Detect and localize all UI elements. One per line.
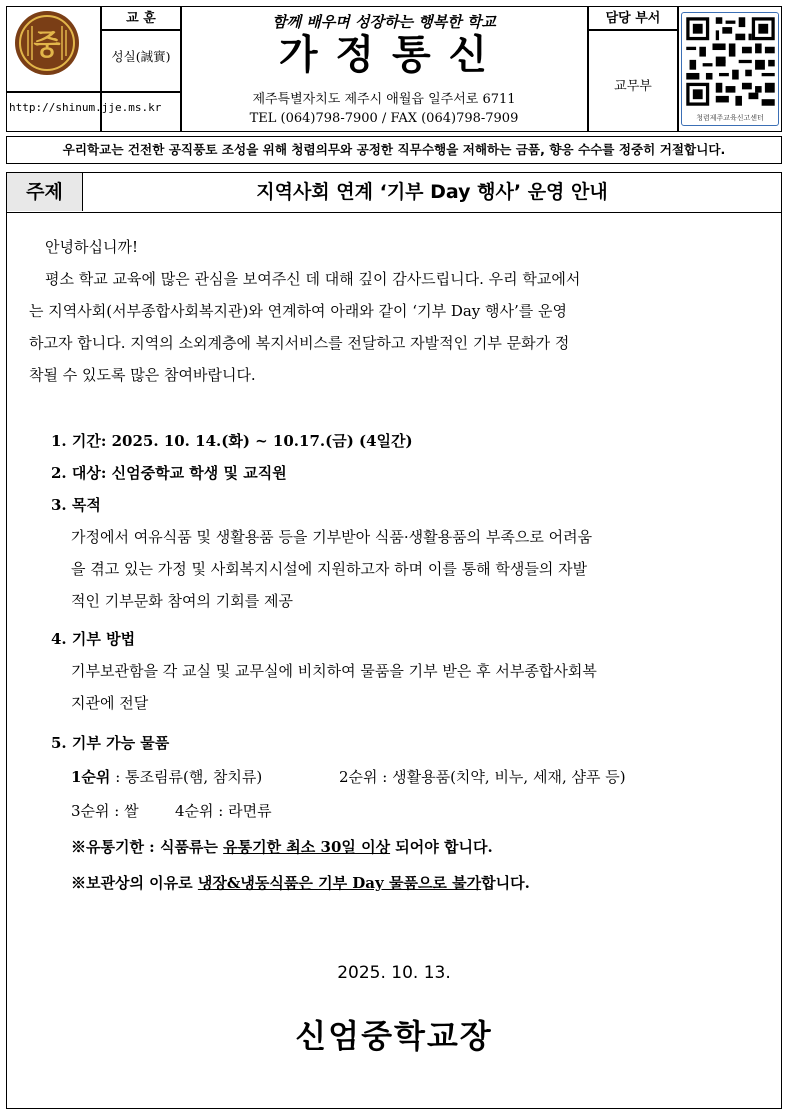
school-address: 제주특별자치도 제주시 애월읍 일주서로 6711 — [252, 92, 516, 107]
motto: 성실(誠實) — [111, 49, 171, 64]
dept-label: 담당 부서 — [605, 11, 661, 26]
subject-row — [7, 173, 781, 213]
expiry-note-emphasis: 유통기한 최소 30일 이상 — [223, 838, 391, 856]
school-logo — [14, 10, 80, 76]
subject-title: 지역사회 연계 ‘기부 Day 행사’ 운영 안내 — [256, 181, 608, 203]
storage-note-tail: 합니다. — [481, 874, 530, 892]
expiry-note-tail: 되어야 합니다. — [390, 838, 493, 856]
qr-caption: 청렴제주교육신고센터 — [696, 114, 764, 122]
expiry-note — [71, 831, 493, 863]
greeting: 안녕하십니까! — [45, 238, 138, 256]
qr-code[interactable] — [681, 12, 779, 126]
rank-1 — [71, 761, 262, 793]
integrity-notice: 우리학교는 건전한 공직풍토 조성을 위해 청렴의무와 공정한 직무수행을 저해하는 금품, 향응 수수를 정중히 거절합니다. — [6, 136, 782, 164]
method-line: 기부보관함을 각 교실 및 교무실에 비치하여 물품을 기부 받은 후 서부종합사회복 — [71, 662, 597, 680]
issue-date: 2025. 10. 13. — [337, 963, 451, 983]
expiry-note-lead: ※유통기한 : 식품류는 — [71, 838, 224, 856]
dept-name: 교무부 — [614, 79, 652, 94]
purpose-line: 가정에서 여유식품 및 생활용품 등을 기부받아 식품·생활용품의 부족으로 어려움 — [71, 528, 593, 546]
intro-line: 하고자 합니다. 지역의 소외계층에 복지서비스를 전달하고 자발적인 기부 문화가 정 — [29, 334, 570, 352]
rank-1-text: : 통조림류(햄, 참치류) — [110, 768, 263, 786]
purpose-line: 적인 기부문화 참여의 기회를 제공 — [71, 592, 293, 610]
rank-4: 4순위 : 라면류 — [175, 802, 272, 820]
target-item: 2. 대상: 신엄중학교 학생 및 교직원 — [51, 464, 287, 482]
letter-body — [6, 172, 782, 1109]
storage-note-lead: ※보관상의 이유로 — [71, 874, 198, 892]
page-title: 가 정 통 신 — [278, 32, 490, 78]
motto-label: 교 훈 — [126, 11, 156, 26]
school-url: http://shinum.jje.ms.kr — [9, 101, 162, 114]
rank-3: 3순위 : 쌀 — [71, 802, 139, 820]
intro-line: 는 지역사회(서부종합사회복지관)와 연계하여 아래와 같이 ‘기부 Day 행사’를 운영 — [29, 302, 568, 320]
storage-note-emphasis: 냉장&냉동식품은 기부 Day 물품으로 불가 — [197, 874, 482, 892]
period-item: 1. 기간: 2025. 10. 14.(화) ~ 10.17.(금) (4일간) — [51, 432, 413, 450]
subject-label: 주제 — [7, 173, 83, 211]
school-contact: TEL (064)798-7900 / FAX (064)798-7909 — [249, 111, 519, 126]
purpose-heading: 3. 목적 — [51, 496, 101, 514]
slogan: 함께 배우며 성장하는 행복한 학교 — [272, 13, 496, 31]
signer: 신엄중학교장 — [295, 1017, 493, 1055]
letterhead — [6, 6, 782, 132]
method-line: 지관에 전달 — [71, 694, 149, 712]
storage-note — [71, 867, 530, 899]
purpose-line: 을 겪고 있는 가정 및 사회복지시설에 지원하고자 하며 이를 통해 학생들의 자발 — [71, 560, 588, 578]
intro-line: 착될 수 있도록 많은 참여바랍니다. — [29, 366, 256, 384]
rank-1-label: 1순위 — [71, 768, 111, 786]
rank-2: 2순위 : 생활용품(치약, 비누, 세재, 샴푸 등) — [339, 768, 626, 786]
intro-line: 평소 학교 교육에 많은 관심을 보여주신 데 대해 깊이 감사드립니다. 우리 학교에서 — [45, 270, 581, 288]
svg-text:중: 중 — [33, 28, 61, 61]
method-heading: 4. 기부 방법 — [51, 630, 136, 648]
goods-heading: 5. 기부 가능 물품 — [51, 734, 170, 752]
